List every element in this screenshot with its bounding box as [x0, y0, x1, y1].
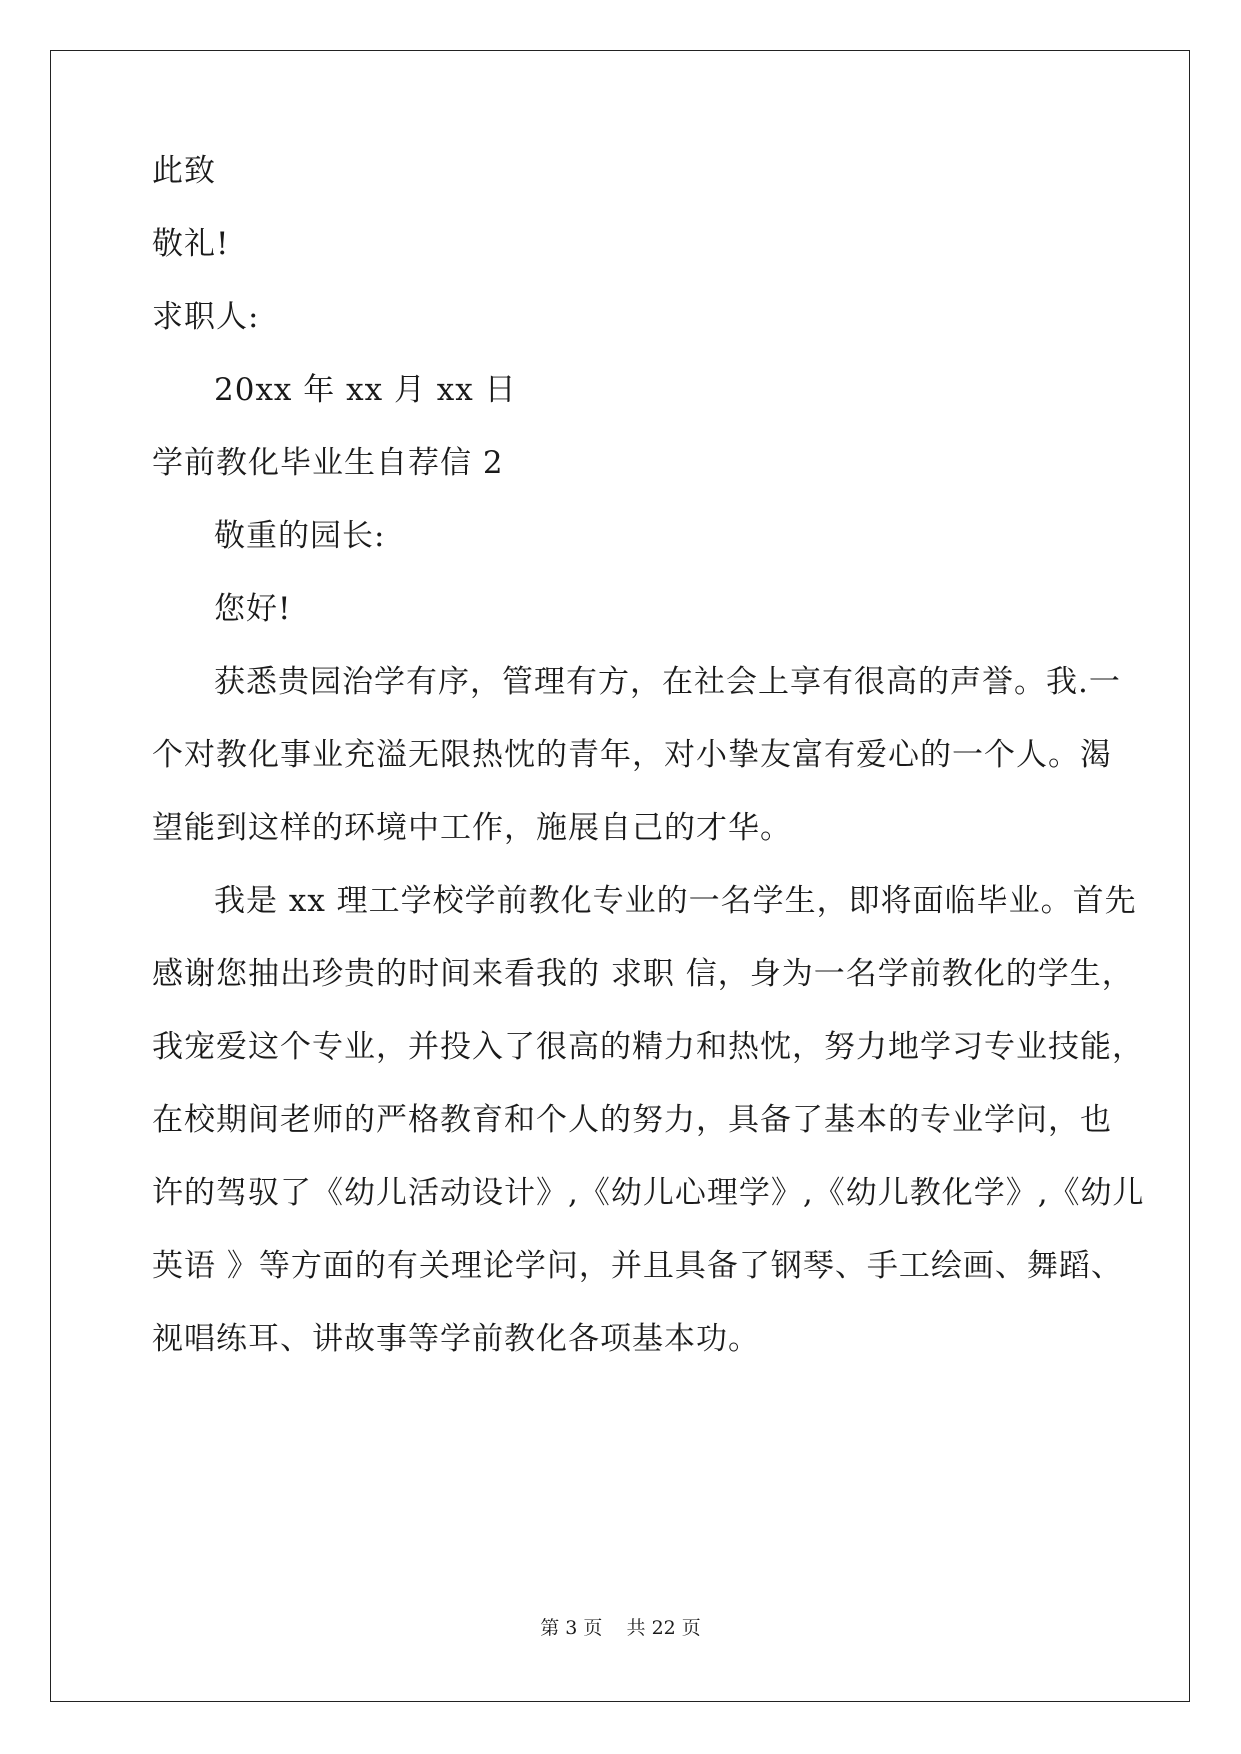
- greeting-hello: 您好!: [214, 591, 292, 627]
- paragraph-1-line: 望能到这样的环境中工作，施展自己的才华。: [152, 810, 792, 846]
- paragraph-2-line: 视唱练耳、讲故事等学前教化各项基本功。: [152, 1321, 760, 1357]
- applicant-label: 求职人:: [152, 299, 260, 335]
- section-title: 学前教化毕业生自荐信 2: [152, 445, 504, 481]
- paragraph-2-line: 我宠爱这个专业，并投入了很高的精力和热忱，努力地学习专业技能，: [152, 1029, 1144, 1065]
- paragraph-2-line: 英语 》等方面的有关理论学问，并且具备了钢琴、手工绘画、舞蹈、: [152, 1248, 1123, 1284]
- closing-salute: 敬礼!: [152, 226, 230, 262]
- closing-to: 此致: [152, 153, 216, 189]
- greeting-recipient: 敬重的园长:: [214, 518, 386, 554]
- page-number-footer: 第 3 页 共 22 页: [540, 1617, 701, 1639]
- paragraph-1-line: 个对教化事业充溢无限热忱的青年，对小挚友富有爱心的一个人。渴: [152, 737, 1112, 773]
- paragraph-2-line: 许的驾驭了《幼儿活动设计》,《幼儿心理学》,《幼儿教化学》,《幼儿: [152, 1175, 1145, 1211]
- paragraph-1-line: 获悉贵园治学有序，管理有方，在社会上享有很高的声誉。我.一: [214, 664, 1121, 700]
- paragraph-2-line: 我是 xx 理工学校学前教化专业的一名学生，即将面临毕业。首先: [214, 883, 1137, 919]
- paragraph-2-line: 感谢您抽出珍贵的时间来看我的 求职 信，身为一名学前教化的学生，: [152, 956, 1134, 992]
- paragraph-2-line: 在校期间老师的严格教育和个人的努力，具备了基本的专业学问，也: [152, 1102, 1112, 1138]
- letter-date: 20xx 年 xx 月 xx 日: [214, 372, 517, 408]
